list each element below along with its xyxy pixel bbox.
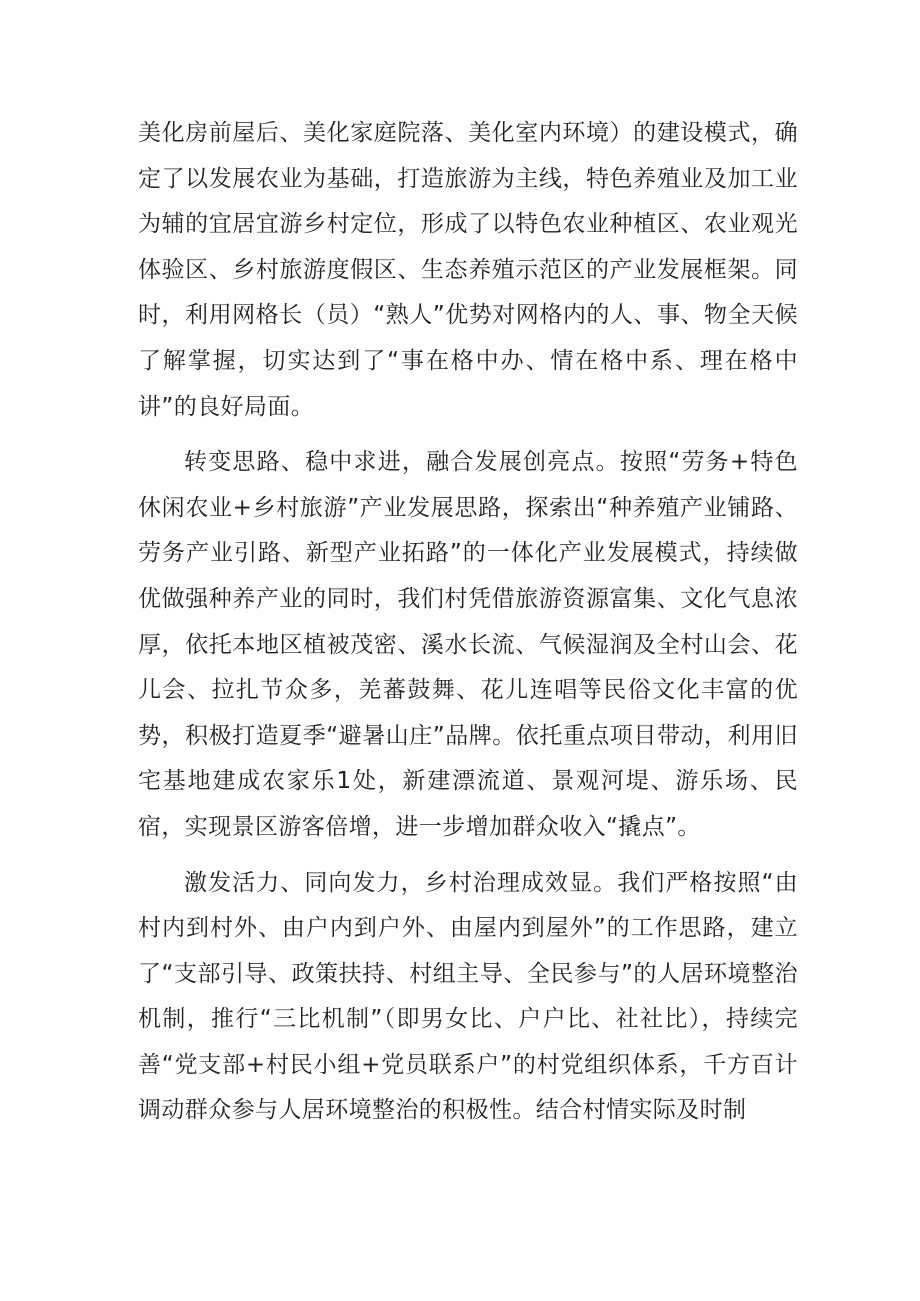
paragraph-gap bbox=[138, 430, 798, 440]
body-text bbox=[138, 111, 798, 1134]
paragraph-1: 美化房前屋后、美化家庭院落、美化室内环境）的建设模式，确定了以发展农业为基础，打造旅游为主线，特色养殖业及加工业为辅的宜居宜游乡村定位，形成了以特色农业种植区、农业观光体验区、乡村旅游度假区、生态养殖示范区的产业发展框架。同时，利用网格长（员）“熟人”优势对网格内的人、事、物全天候了解掌握，切实达到了“事在格中办、情在格中系、理在格中讲”的良好局面。 bbox=[138, 120, 798, 420]
paragraph-2: 转变思路、稳中求进，融合发展创亮点。按照“劳务+特色休闲农业+乡村旅游”产业发展思路，探索出“种养殖产业铺路、劳务产业引路、新型产业拓路”的一体化产业发展模式，持续做优做强种养产业的同时，我们村凭借旅游资源富集、文化气息浓厚，依托本地区植被茂密、溪水长流、气候湿润及全村山会、花儿会、拉扎节众多，羌蕃鼓舞、花儿连唱等民俗文化丰富的优势，积极打造夏季“避暑山庄”品牌。依托重点项目带动，利用旧宅基地建成农家乐1处，新建漂流道、景观河堤、游乐场、民宿，实现景区游客倍增，进一步增加群众收入“撬点”。 bbox=[138, 449, 798, 840]
paragraph-3: 激发活力、同向发力，乡村治理成效显。我们严格按照“由村内到村外、由户内到户外、由屋内到屋外”的工作思路，建立了“支部引导、政策扶持、村组主导、全民参与”的人居环境整治机制，推行“三比机制”（即男女比、户户比、社社比），持续完善“党支部+村民小组+党员联系户”的村党组织体系，千方百计调动群众参与人居环境整治的积极性。结合村情实际及时制 bbox=[138, 869, 798, 1124]
paragraph-gap bbox=[138, 851, 798, 861]
